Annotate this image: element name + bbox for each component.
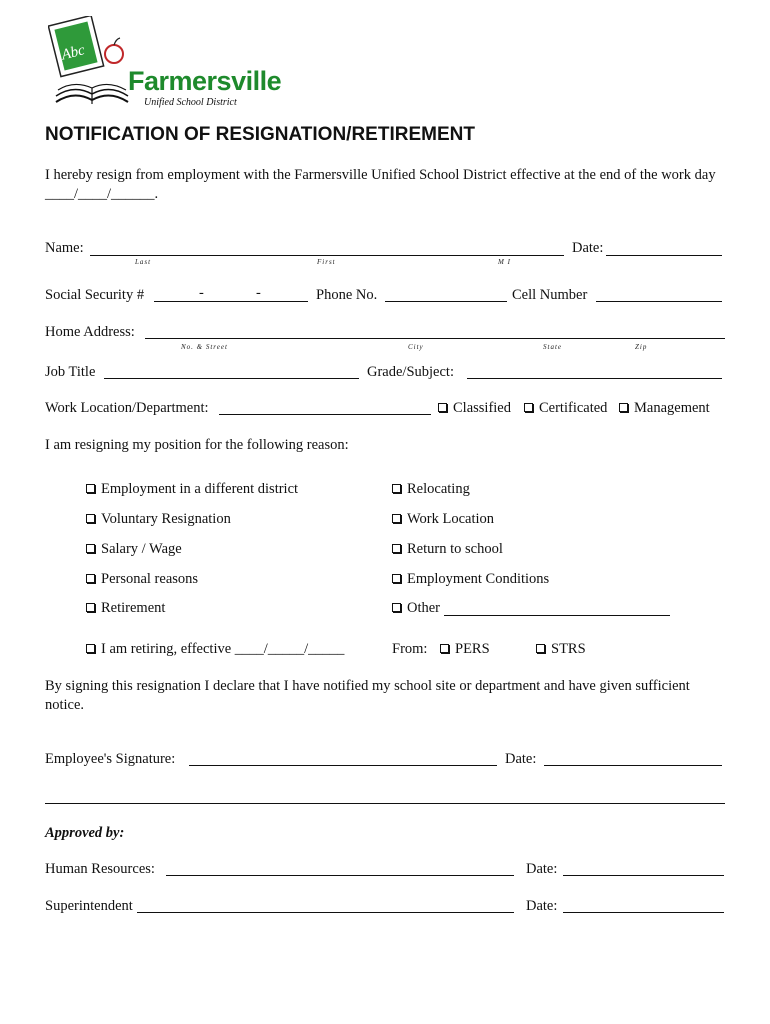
reason-checkbox[interactable] (86, 574, 95, 583)
logo-graphic (48, 16, 138, 108)
intro-line-2: ____/____/______. (45, 186, 159, 202)
certificated-checkbox[interactable] (524, 403, 533, 412)
classified-option[interactable] (438, 400, 511, 417)
reason-checkbox[interactable] (86, 484, 95, 493)
sub-zip: Zip (635, 343, 648, 351)
superintendent-date-field[interactable] (563, 912, 724, 913)
reason-left-1[interactable] (86, 511, 231, 528)
retiring-label: I am retiring, effective ____/_____/_____ (101, 641, 345, 657)
job-title-label: Job Title (45, 364, 96, 380)
superintendent-date-label: Date: (526, 898, 558, 914)
reason-left-3[interactable] (86, 571, 198, 588)
pers-checkbox[interactable] (440, 644, 449, 653)
reason-label: Relocating (407, 481, 470, 497)
reason-prompt: I am resigning my position for the following reason: (45, 437, 349, 453)
strs-label: STRS (551, 641, 586, 657)
reason-right-1[interactable] (392, 511, 494, 528)
sub-state: State (543, 343, 562, 351)
district-logo (48, 16, 288, 111)
work-location-label: Work Location/Department: (45, 400, 209, 416)
logo-name: Farmersville (128, 66, 282, 96)
page-title: NOTIFICATION OF RESIGNATION/RETIREMENT (45, 124, 475, 145)
name-label: Name: (45, 240, 84, 256)
pers-option[interactable] (440, 641, 490, 658)
reason-checkbox[interactable] (392, 603, 401, 612)
reason-right-0[interactable] (392, 481, 470, 498)
job-title-field[interactable] (104, 378, 359, 379)
sub-mi: M I (498, 258, 511, 266)
sub-first: First (317, 258, 336, 266)
strs-checkbox[interactable] (536, 644, 545, 653)
hr-signature-field[interactable] (166, 875, 514, 876)
classified-checkbox[interactable] (438, 403, 447, 412)
declaration-line-2: notice. (45, 697, 85, 713)
reason-left-4[interactable] (86, 600, 165, 617)
ssn-field[interactable] (154, 301, 308, 302)
reason-checkbox[interactable] (392, 544, 401, 553)
address-label: Home Address: (45, 324, 135, 340)
ssn-dash-2: - (256, 285, 261, 301)
reason-left-2[interactable] (86, 541, 182, 558)
name-field[interactable] (90, 255, 564, 256)
retiring-checkbox[interactable] (86, 644, 95, 653)
intro-line-1: I hereby resign from employment with the Farmersville Unified School District effective at the end of the work day (45, 167, 716, 183)
sub-last: Last (135, 258, 152, 266)
approved-heading: Approved by: (45, 825, 125, 841)
cell-field[interactable] (596, 301, 722, 302)
declaration-line-1: By signing this resignation I declare that I have notified my school site or department and have given sufficient (45, 678, 690, 694)
reason-checkbox[interactable] (392, 484, 401, 493)
superintendent-label: Superintendent (45, 898, 133, 914)
cell-label: Cell Number (512, 287, 588, 303)
employee-date-field[interactable] (544, 765, 722, 766)
certificated-option[interactable] (524, 400, 607, 417)
reason-right-4[interactable] (392, 600, 440, 617)
reason-checkbox[interactable] (392, 514, 401, 523)
logo-subtitle: Unified School District (144, 97, 237, 108)
reason-checkbox[interactable] (86, 544, 95, 553)
certificated-label: Certificated (539, 400, 608, 416)
management-option[interactable] (619, 400, 710, 417)
grade-field[interactable] (467, 378, 722, 379)
employee-signature-field[interactable] (189, 765, 497, 766)
grade-label: Grade/Subject: (367, 364, 454, 380)
retiring-option[interactable] (86, 641, 344, 658)
reason-checkbox[interactable] (392, 574, 401, 583)
management-label: Management (634, 400, 710, 416)
reason-checkbox[interactable] (86, 603, 95, 612)
pers-label: PERS (455, 641, 490, 657)
hr-label: Human Resources: (45, 861, 155, 877)
other-reason-field[interactable] (444, 615, 670, 616)
name-date-label: Date: (572, 240, 604, 256)
reason-label: Salary / Wage (101, 541, 182, 557)
ssn-label: Social Security # (45, 287, 145, 303)
reason-checkbox[interactable] (86, 514, 95, 523)
reason-label: Personal reasons (101, 571, 199, 587)
classified-label: Classified (453, 400, 511, 416)
reason-label: Retirement (101, 600, 166, 616)
reason-left-0[interactable] (86, 481, 298, 498)
management-checkbox[interactable] (619, 403, 628, 412)
section-divider (45, 803, 725, 804)
work-location-field[interactable] (219, 414, 431, 415)
phone-label: Phone No. (316, 287, 378, 303)
reason-label: Other (407, 600, 441, 616)
from-label: From: (392, 641, 428, 657)
address-field[interactable] (145, 338, 725, 339)
name-date-field[interactable] (606, 255, 722, 256)
phone-field[interactable] (385, 301, 507, 302)
hr-date-field[interactable] (563, 875, 724, 876)
reason-label: Employment in a different district (101, 481, 299, 497)
reason-right-3[interactable] (392, 571, 549, 588)
reason-label: Employment Conditions (407, 571, 550, 587)
superintendent-signature-field[interactable] (137, 912, 514, 913)
hr-date-label: Date: (526, 861, 558, 877)
reason-label: Return to school (407, 541, 503, 557)
ssn-dash-1: - (199, 285, 204, 301)
reason-right-2[interactable] (392, 541, 503, 558)
svg-text:Abc: Abc (59, 42, 87, 64)
sub-street: No. & Street (181, 343, 228, 351)
employee-date-label: Date: (505, 751, 537, 767)
sub-city: City (408, 343, 424, 351)
employee-signature-label: Employee's Signature: (45, 751, 176, 767)
reason-label: Voluntary Resignation (101, 511, 231, 527)
reason-label: Work Location (407, 511, 495, 527)
strs-option[interactable] (536, 641, 586, 658)
